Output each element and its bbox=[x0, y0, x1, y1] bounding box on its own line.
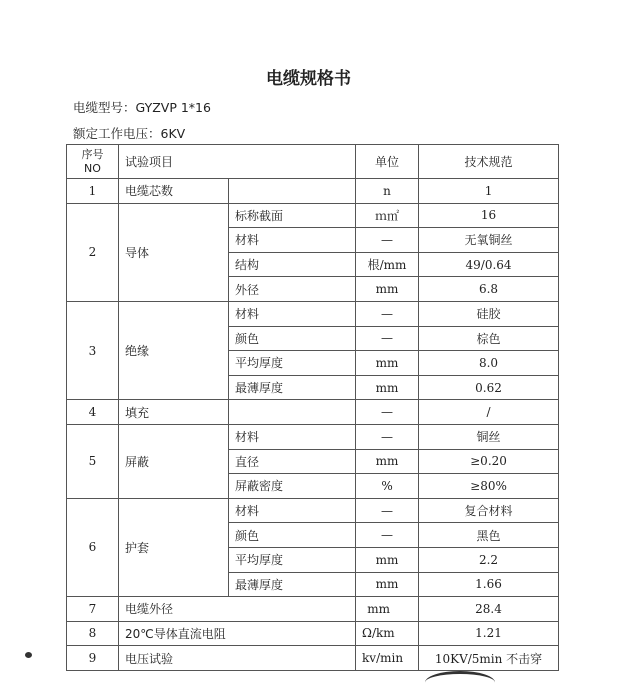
empty-sub-cell bbox=[229, 179, 356, 204]
row-number: 1 bbox=[67, 179, 119, 204]
row-unit: Ω/km bbox=[356, 621, 419, 646]
row-number: 7 bbox=[67, 597, 119, 622]
row-unit: % bbox=[356, 474, 419, 499]
spec-table bbox=[66, 144, 559, 671]
row-unit: mm bbox=[356, 597, 419, 622]
row-spec: 铜丝 bbox=[419, 424, 559, 449]
row-number: 2 bbox=[67, 203, 119, 301]
row-number: 5 bbox=[67, 424, 119, 498]
sub-item: 材料 bbox=[229, 424, 356, 449]
sub-item: 直径 bbox=[229, 449, 356, 474]
sub-item: 标称截面 bbox=[229, 203, 356, 228]
table-row bbox=[67, 400, 559, 425]
row-spec: 1.66 bbox=[419, 572, 559, 597]
header-spec: 技术规范 bbox=[419, 145, 559, 179]
sub-item: 平均厚度 bbox=[229, 351, 356, 376]
row-spec: 复合材料 bbox=[419, 498, 559, 523]
header-unit: 单位 bbox=[356, 145, 419, 179]
row-unit: — bbox=[356, 523, 419, 548]
row-spec: 8.0 bbox=[419, 351, 559, 376]
row-unit: 根/mm bbox=[356, 252, 419, 277]
table-row bbox=[67, 301, 559, 326]
empty-sub-cell bbox=[229, 400, 356, 425]
row-number: 8 bbox=[67, 621, 119, 646]
table-row bbox=[67, 179, 559, 204]
row-item: 绝缘 bbox=[119, 301, 229, 399]
row-spec: ≥0.20 bbox=[419, 449, 559, 474]
row-unit: mm bbox=[356, 449, 419, 474]
scan-smudge bbox=[25, 652, 32, 658]
row-unit: mm bbox=[356, 547, 419, 572]
table-row bbox=[67, 597, 559, 622]
sub-item: 屏蔽密度 bbox=[229, 474, 356, 499]
row-spec: / bbox=[419, 400, 559, 425]
row-item: 填充 bbox=[119, 400, 229, 425]
sub-item: 材料 bbox=[229, 228, 356, 253]
row-number: 4 bbox=[67, 400, 119, 425]
header-no bbox=[67, 145, 119, 179]
sub-item: 最薄厚度 bbox=[229, 375, 356, 400]
row-spec: 49/0.64 bbox=[419, 252, 559, 277]
table-row bbox=[67, 424, 559, 449]
row-spec: 1.21 bbox=[419, 621, 559, 646]
row-unit: mm bbox=[356, 572, 419, 597]
sub-item: 最薄厚度 bbox=[229, 572, 356, 597]
row-unit: mm bbox=[356, 277, 419, 302]
row-unit: mm bbox=[356, 375, 419, 400]
sub-item: 颜色 bbox=[229, 326, 356, 351]
row-item: 电压试验 bbox=[119, 646, 356, 671]
table-row bbox=[67, 621, 559, 646]
document-title: 电缆规格书 bbox=[266, 69, 351, 89]
row-unit: — bbox=[356, 228, 419, 253]
row-unit: — bbox=[356, 498, 419, 523]
sub-item: 结构 bbox=[229, 252, 356, 277]
sub-item: 外径 bbox=[229, 277, 356, 302]
row-spec: 0.62 bbox=[419, 375, 559, 400]
row-unit: — bbox=[356, 424, 419, 449]
row-unit: — bbox=[356, 301, 419, 326]
row-unit: ｍ㎡ bbox=[356, 203, 419, 228]
header-no-en: NO bbox=[84, 161, 101, 175]
table-row bbox=[67, 498, 559, 523]
row-spec: 无氧铜丝 bbox=[419, 228, 559, 253]
row-item: 护套 bbox=[119, 498, 229, 596]
header-no-cn: 序号 bbox=[81, 147, 104, 161]
row-spec: 10KV/5min 不击穿 bbox=[419, 646, 559, 671]
table-row bbox=[67, 646, 559, 671]
row-spec: 棕色 bbox=[419, 326, 559, 351]
cable-model: 电缆型号：GYZVP 1*16 bbox=[73, 100, 211, 115]
stamp-edge bbox=[425, 671, 495, 694]
row-item: 屏蔽 bbox=[119, 424, 229, 498]
row-number: 6 bbox=[67, 498, 119, 596]
row-spec: 1 bbox=[419, 179, 559, 204]
row-spec: 6.8 bbox=[419, 277, 559, 302]
table-header bbox=[67, 145, 559, 179]
header-item: 试验项目 bbox=[119, 145, 356, 179]
row-spec: ≥80% bbox=[419, 474, 559, 499]
row-spec: 黑色 bbox=[419, 523, 559, 548]
row-spec: 16 bbox=[419, 203, 559, 228]
row-item: 导体 bbox=[119, 203, 229, 301]
row-spec: 硅胶 bbox=[419, 301, 559, 326]
sub-item: 颜色 bbox=[229, 523, 356, 548]
row-item: 20℃导体直流电阻 bbox=[119, 621, 356, 646]
sub-item: 材料 bbox=[229, 498, 356, 523]
row-spec: 2.2 bbox=[419, 547, 559, 572]
sub-item: 平均厚度 bbox=[229, 547, 356, 572]
table-row bbox=[67, 203, 559, 228]
row-unit: — bbox=[356, 400, 419, 425]
row-number: 3 bbox=[67, 301, 119, 399]
row-unit: — bbox=[356, 326, 419, 351]
sub-item: 材料 bbox=[229, 301, 356, 326]
row-item: 电缆芯数 bbox=[119, 179, 229, 204]
row-unit: n bbox=[356, 179, 419, 204]
rated-voltage: 额定工作电压：6KV bbox=[73, 126, 186, 141]
row-unit: kv/min bbox=[356, 646, 419, 671]
row-unit: mm bbox=[356, 351, 419, 376]
row-number: 9 bbox=[67, 646, 119, 671]
row-spec: 28.4 bbox=[419, 597, 559, 622]
row-item: 电缆外径 bbox=[119, 597, 356, 622]
